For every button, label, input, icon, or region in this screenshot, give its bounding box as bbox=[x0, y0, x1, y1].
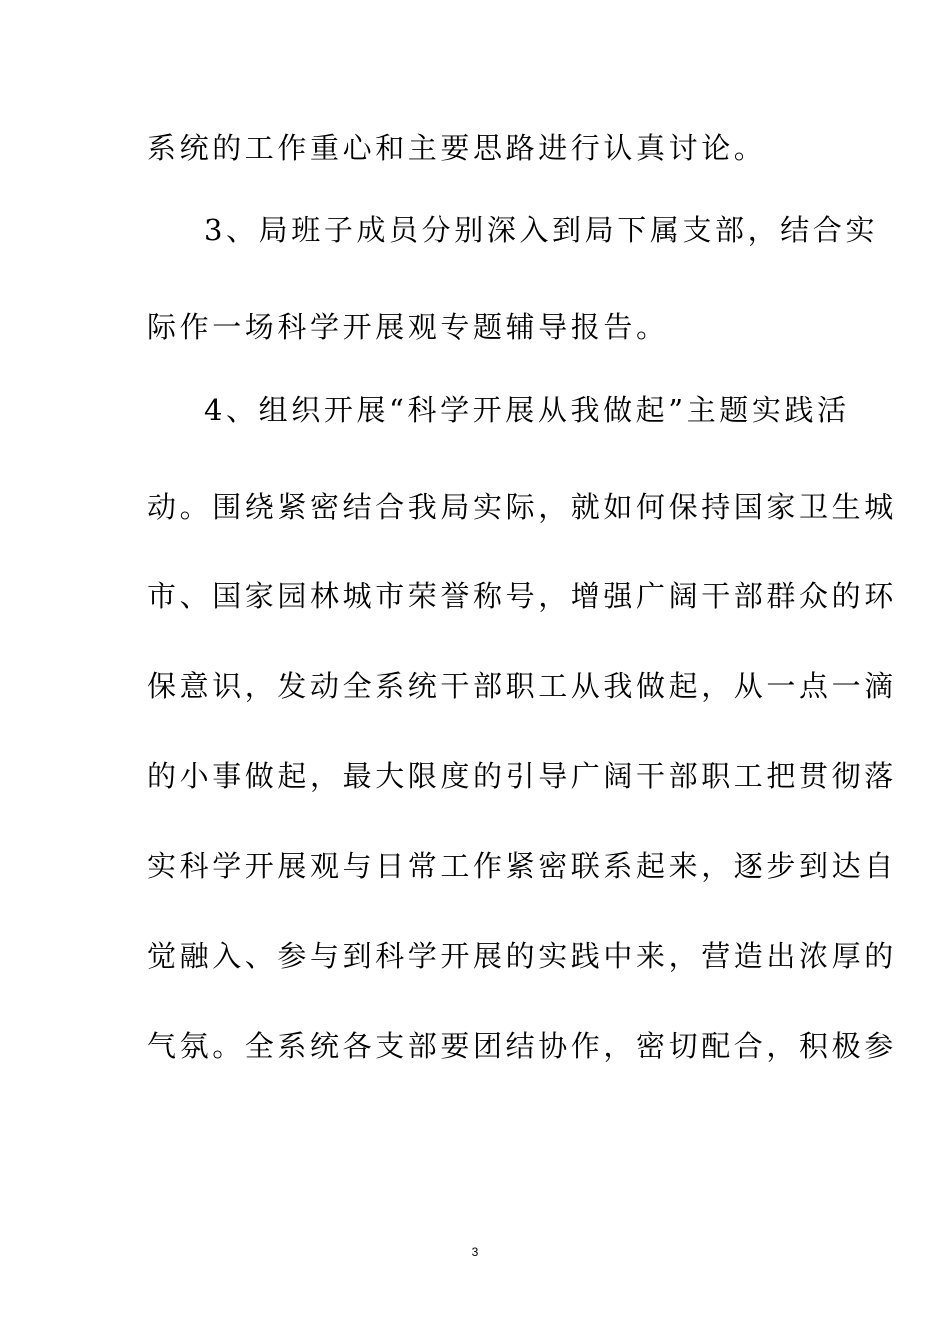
page-number: 3 bbox=[471, 1245, 479, 1259]
text-line: 保意识，发动全系统干部职工从我做起，从一点一滴 bbox=[147, 669, 897, 703]
text-line: 际作一场科学开展观专题辅导报告。 bbox=[147, 310, 669, 344]
text-line: 的小事做起，最大限度的引导广阔干部职工把贯彻落 bbox=[147, 759, 897, 793]
text-line: 系统的工作重心和主要思路进行认真讨论。 bbox=[147, 131, 767, 165]
text-line: 气氛。全系统各支部要团结协作，密切配合，积极参 bbox=[147, 1029, 897, 1063]
text-line: 实科学开展观与日常工作紧密联系起来，逐步到达自 bbox=[147, 849, 897, 883]
text-line: 市、国家园林城市荣誉称号，增强广阔干部群众的环 bbox=[147, 579, 897, 613]
text-line: 3、局班子成员分别深入到局下属支部，结合实 bbox=[204, 213, 879, 247]
text-line: 4、组织开展“科学开展从我做起”主题实践活 bbox=[204, 393, 850, 427]
text-line: 动。围绕紧密结合我局实际，就如何保持国家卫生城 bbox=[147, 490, 897, 524]
text-line: 觉融入、参与到科学开展的实践中来，营造出浓厚的 bbox=[147, 939, 897, 973]
